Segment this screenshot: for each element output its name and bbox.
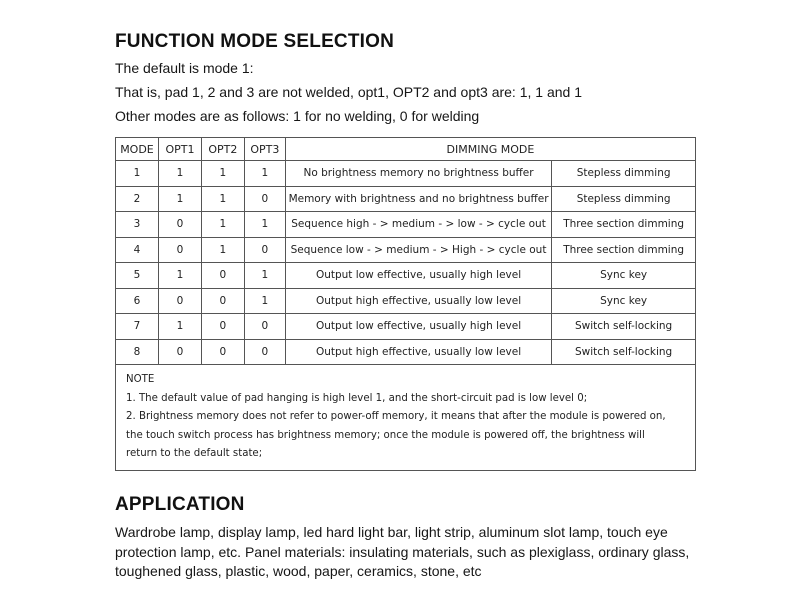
note-line: 2. Brightness memory does not refer to power-off memory, it means that after the module is powered on, <box>126 411 666 422</box>
cell-opt3: 1 <box>244 212 285 238</box>
cell-mode: 7 <box>116 314 159 340</box>
cell-opt1: 1 <box>158 263 201 289</box>
cell-description: Output high effective, usually low level <box>285 339 551 365</box>
page-title: FUNCTION MODE SELECTION <box>115 31 395 52</box>
cell-dimming-type: Three section dimming <box>552 212 696 238</box>
table-row <box>116 161 696 187</box>
table-row <box>116 263 696 289</box>
note-title: NOTE <box>126 374 155 385</box>
cell-opt3: 0 <box>244 314 285 340</box>
cell-dimming-type: Switch self-locking <box>552 339 696 365</box>
cell-opt3: 0 <box>244 339 285 365</box>
cell-opt1: 0 <box>158 339 201 365</box>
note-line: return to the default state; <box>126 448 263 459</box>
cell-opt1: 1 <box>158 161 201 187</box>
cell-opt3: 1 <box>244 288 285 314</box>
note-row <box>116 365 696 471</box>
cell-opt1: 1 <box>158 314 201 340</box>
cell-description: Sequence high - > medium - > low - > cycle out <box>285 212 551 238</box>
cell-opt2: 0 <box>201 263 244 289</box>
cell-dimming-type: Sync key <box>552 288 696 314</box>
cell-mode: 2 <box>116 186 159 212</box>
header-mode: MODE <box>116 138 159 161</box>
table-row <box>116 339 696 365</box>
cell-description: Output low effective, usually high level <box>285 314 551 340</box>
cell-opt2: 1 <box>201 161 244 187</box>
cell-opt2: 0 <box>201 339 244 365</box>
cell-opt3: 1 <box>244 263 285 289</box>
cell-opt1: 0 <box>158 212 201 238</box>
cell-dimming-type: Stepless dimming <box>552 186 696 212</box>
table-row <box>116 237 696 263</box>
cell-description: Memory with brightness and no brightness buffer <box>285 186 551 212</box>
cell-description: Output low effective, usually high level <box>285 263 551 289</box>
cell-mode: 4 <box>116 237 159 263</box>
application-text: Wardrobe lamp, display lamp, led hard light bar, light strip, aluminum slot lamp, touch eye protection lamp, etc. Panel materials: insulating materials, such as plexiglass, ordinary glass, toughened glass, plastic, wood, paper, ceramics, stone, etc <box>115 524 690 579</box>
table-row <box>116 212 696 238</box>
intro-line-default: The default is mode 1: <box>115 60 254 76</box>
mode-table <box>115 137 696 471</box>
cell-opt3: 1 <box>244 161 285 187</box>
cell-description: Sequence low - > medium - > High - > cycle out <box>285 237 551 263</box>
header-opt3: OPT3 <box>244 138 285 161</box>
header-dimming-mode: DIMMING MODE <box>285 138 695 161</box>
cell-dimming-type: Three section dimming <box>552 237 696 263</box>
note-cell <box>116 365 696 471</box>
cell-mode: 1 <box>116 161 159 187</box>
cell-opt2: 1 <box>201 237 244 263</box>
cell-dimming-type: Sync key <box>552 263 696 289</box>
cell-mode: 3 <box>116 212 159 238</box>
cell-mode: 5 <box>116 263 159 289</box>
cell-mode: 6 <box>116 288 159 314</box>
note-line: the touch switch process has brightness memory; once the module is powered off, the brightness will <box>126 429 645 441</box>
intro-line-pads: That is, pad 1, 2 and 3 are not welded, opt1, OPT2 and opt3 are: 1, 1 and 1 <box>115 84 582 100</box>
cell-mode: 8 <box>116 339 159 365</box>
note-line: 1. The default value of pad hanging is high level 1, and the short-circuit pad is low level 0; <box>126 392 588 404</box>
table-header-row <box>116 138 696 161</box>
cell-dimming-type: Stepless dimming <box>552 161 696 187</box>
cell-opt2: 0 <box>201 288 244 314</box>
table-row <box>116 186 696 212</box>
cell-opt1: 1 <box>158 186 201 212</box>
cell-description: Output high effective, usually low level <box>285 288 551 314</box>
intro-line-modes: Other modes are as follows: 1 for no welding, 0 for welding <box>115 108 480 124</box>
header-opt2: OPT2 <box>201 138 244 161</box>
cell-opt1: 0 <box>158 237 201 263</box>
header-opt1: OPT1 <box>158 138 201 161</box>
application-heading: APPLICATION <box>115 494 245 515</box>
cell-description: No brightness memory no brightness buffer <box>285 161 551 187</box>
cell-opt3: 0 <box>244 186 285 212</box>
cell-dimming-type: Switch self-locking <box>552 314 696 340</box>
cell-opt2: 1 <box>201 186 244 212</box>
cell-opt1: 0 <box>158 288 201 314</box>
cell-opt2: 0 <box>201 314 244 340</box>
cell-opt2: 1 <box>201 212 244 238</box>
table-row <box>116 288 696 314</box>
table-row <box>116 314 696 340</box>
cell-opt3: 0 <box>244 237 285 263</box>
